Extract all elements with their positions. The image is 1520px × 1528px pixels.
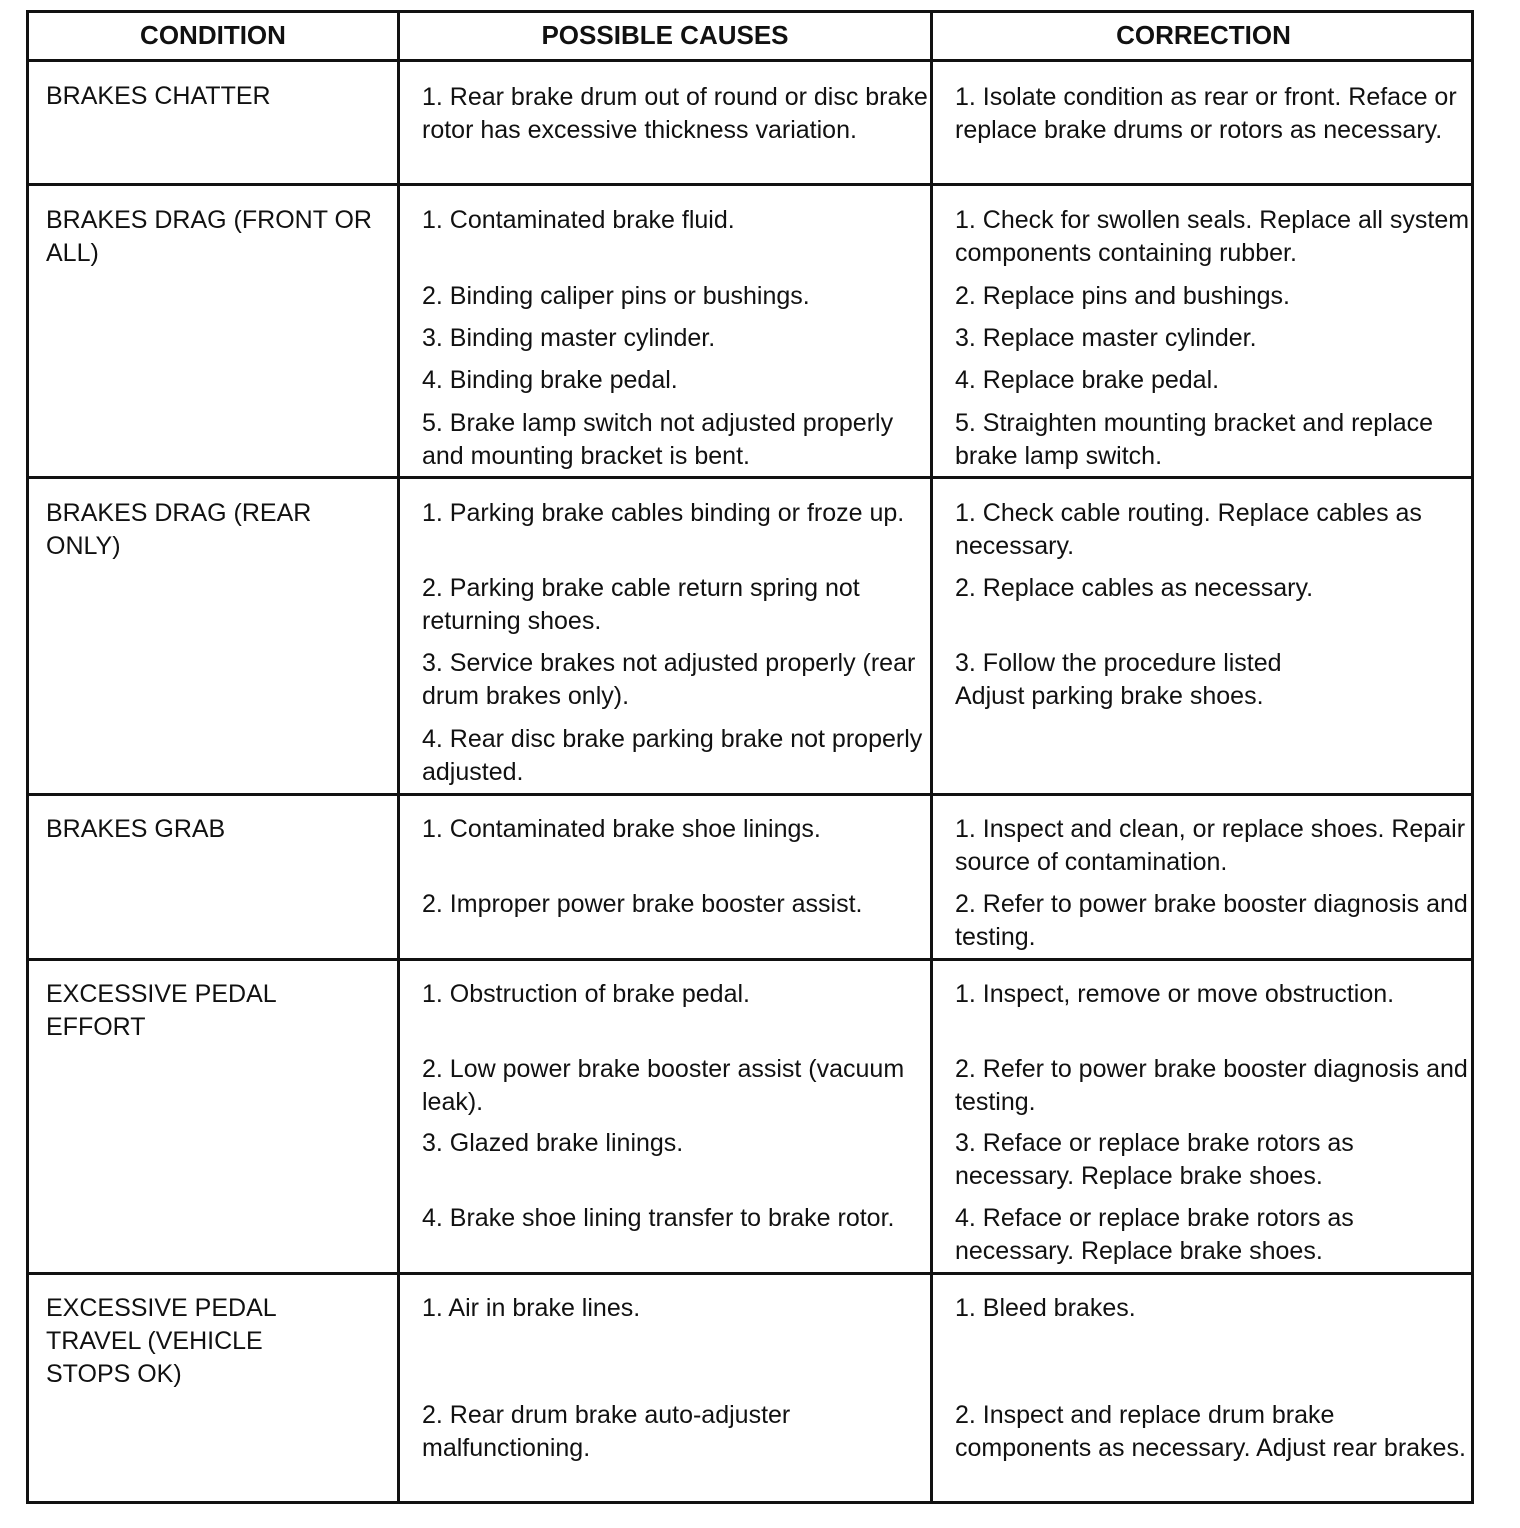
correction-entry: 1. Bleed brakes.: [955, 1294, 1136, 1322]
cause-entry: 1. Obstruction of brake pedal.: [422, 980, 750, 1008]
correction-entry: 1. Isolate condition as rear or front. Reface or replace brake drums or rotors as necessary.: [955, 83, 1457, 144]
correction-entry: 1. Check for swollen seals. Replace all system components containing rubber.: [955, 206, 1470, 267]
header-possible-causes: POSSIBLE CAUSES: [541, 20, 789, 50]
row-divider: [29, 476, 1471, 479]
cause-entry: 2. Parking brake cable return spring not returning shoes.: [422, 574, 860, 635]
condition-cell: BRAKES CHATTER: [46, 82, 271, 110]
cause-entry: 3. Glazed brake linings.: [422, 1129, 684, 1157]
cause-entry: 1. Air in brake lines.: [422, 1294, 641, 1322]
correction-entry: 3. Replace master cylinder.: [955, 324, 1257, 352]
condition-cell: BRAKES DRAG (REAR ONLY): [46, 499, 312, 560]
correction-entry: 1. Inspect and clean, or replace shoes. Repair source of contamination.: [955, 815, 1466, 876]
header-condition: CONDITION: [140, 20, 286, 50]
cause-entry: 1. Contaminated brake fluid.: [422, 206, 735, 234]
cause-entry: 2. Binding caliper pins or bushings.: [422, 282, 810, 310]
header-divider: [29, 59, 1471, 62]
cause-entry: 2. Improper power brake booster assist.: [422, 890, 863, 918]
condition-cell: EXCESSIVE PEDAL TRAVEL (VEHICLE STOPS OK): [46, 1294, 276, 1388]
cause-entry: 1. Contaminated brake shoe linings.: [422, 815, 821, 843]
correction-entry: 5. Straighten mounting bracket and replace brake lamp switch.: [955, 409, 1434, 470]
correction-entry: 4. Reface or replace brake rotors as necessary. Replace brake shoes.: [955, 1204, 1354, 1265]
correction-entry: 1. Check cable routing. Replace cables as necessary.: [955, 499, 1422, 560]
correction-entry: 3. Follow the procedure listed Adjust parking brake shoes.: [955, 649, 1282, 710]
diagnosis-table: [26, 10, 1474, 1504]
correction-entry: 1. Inspect, remove or move obstruction.: [955, 980, 1395, 1008]
cause-entry: 1. Rear brake drum out of round or disc brake rotor has excessive thickness variation.: [422, 83, 928, 144]
cause-entry: 4. Binding brake pedal.: [422, 366, 678, 394]
header-correction: CORRECTION: [1116, 20, 1291, 50]
correction-entry: 2. Refer to power brake booster diagnosis and testing.: [955, 1055, 1468, 1116]
cause-entry: 4. Rear disc brake parking brake not properly adjusted.: [422, 725, 923, 786]
cause-entry: 5. Brake lamp switch not adjusted properly and mounting bracket is bent.: [422, 409, 894, 470]
correction-entry: 2. Refer to power brake booster diagnosis and testing.: [955, 890, 1468, 951]
column-divider: [397, 13, 400, 1501]
condition-cell: EXCESSIVE PEDAL EFFORT: [46, 980, 276, 1041]
row-divider: [29, 793, 1471, 796]
row-divider: [29, 1272, 1471, 1275]
correction-entry: 2. Inspect and replace drum brake components as necessary. Adjust rear brakes.: [955, 1401, 1466, 1462]
row-divider: [29, 183, 1471, 186]
cause-entry: 3. Service brakes not adjusted properly (rear drum brakes only).: [422, 649, 916, 710]
cause-entry: 4. Brake shoe lining transfer to brake rotor.: [422, 1204, 895, 1232]
condition-cell: BRAKES DRAG (FRONT OR ALL): [46, 206, 372, 267]
cause-entry: 1. Parking brake cables binding or froze up.: [422, 499, 905, 527]
row-divider: [29, 958, 1471, 961]
correction-entry: 2. Replace cables as necessary.: [955, 574, 1314, 602]
cause-entry: 2. Low power brake booster assist (vacuum leak).: [422, 1055, 905, 1116]
condition-cell: BRAKES GRAB: [46, 815, 226, 843]
correction-entry: 3. Reface or replace brake rotors as necessary. Replace brake shoes.: [955, 1129, 1354, 1190]
correction-entry: 2. Replace pins and bushings.: [955, 282, 1290, 310]
cause-entry: 3. Binding master cylinder.: [422, 324, 716, 352]
cause-entry: 2. Rear drum brake auto-adjuster malfunctioning.: [422, 1401, 791, 1462]
correction-entry: 4. Replace brake pedal.: [955, 366, 1220, 394]
